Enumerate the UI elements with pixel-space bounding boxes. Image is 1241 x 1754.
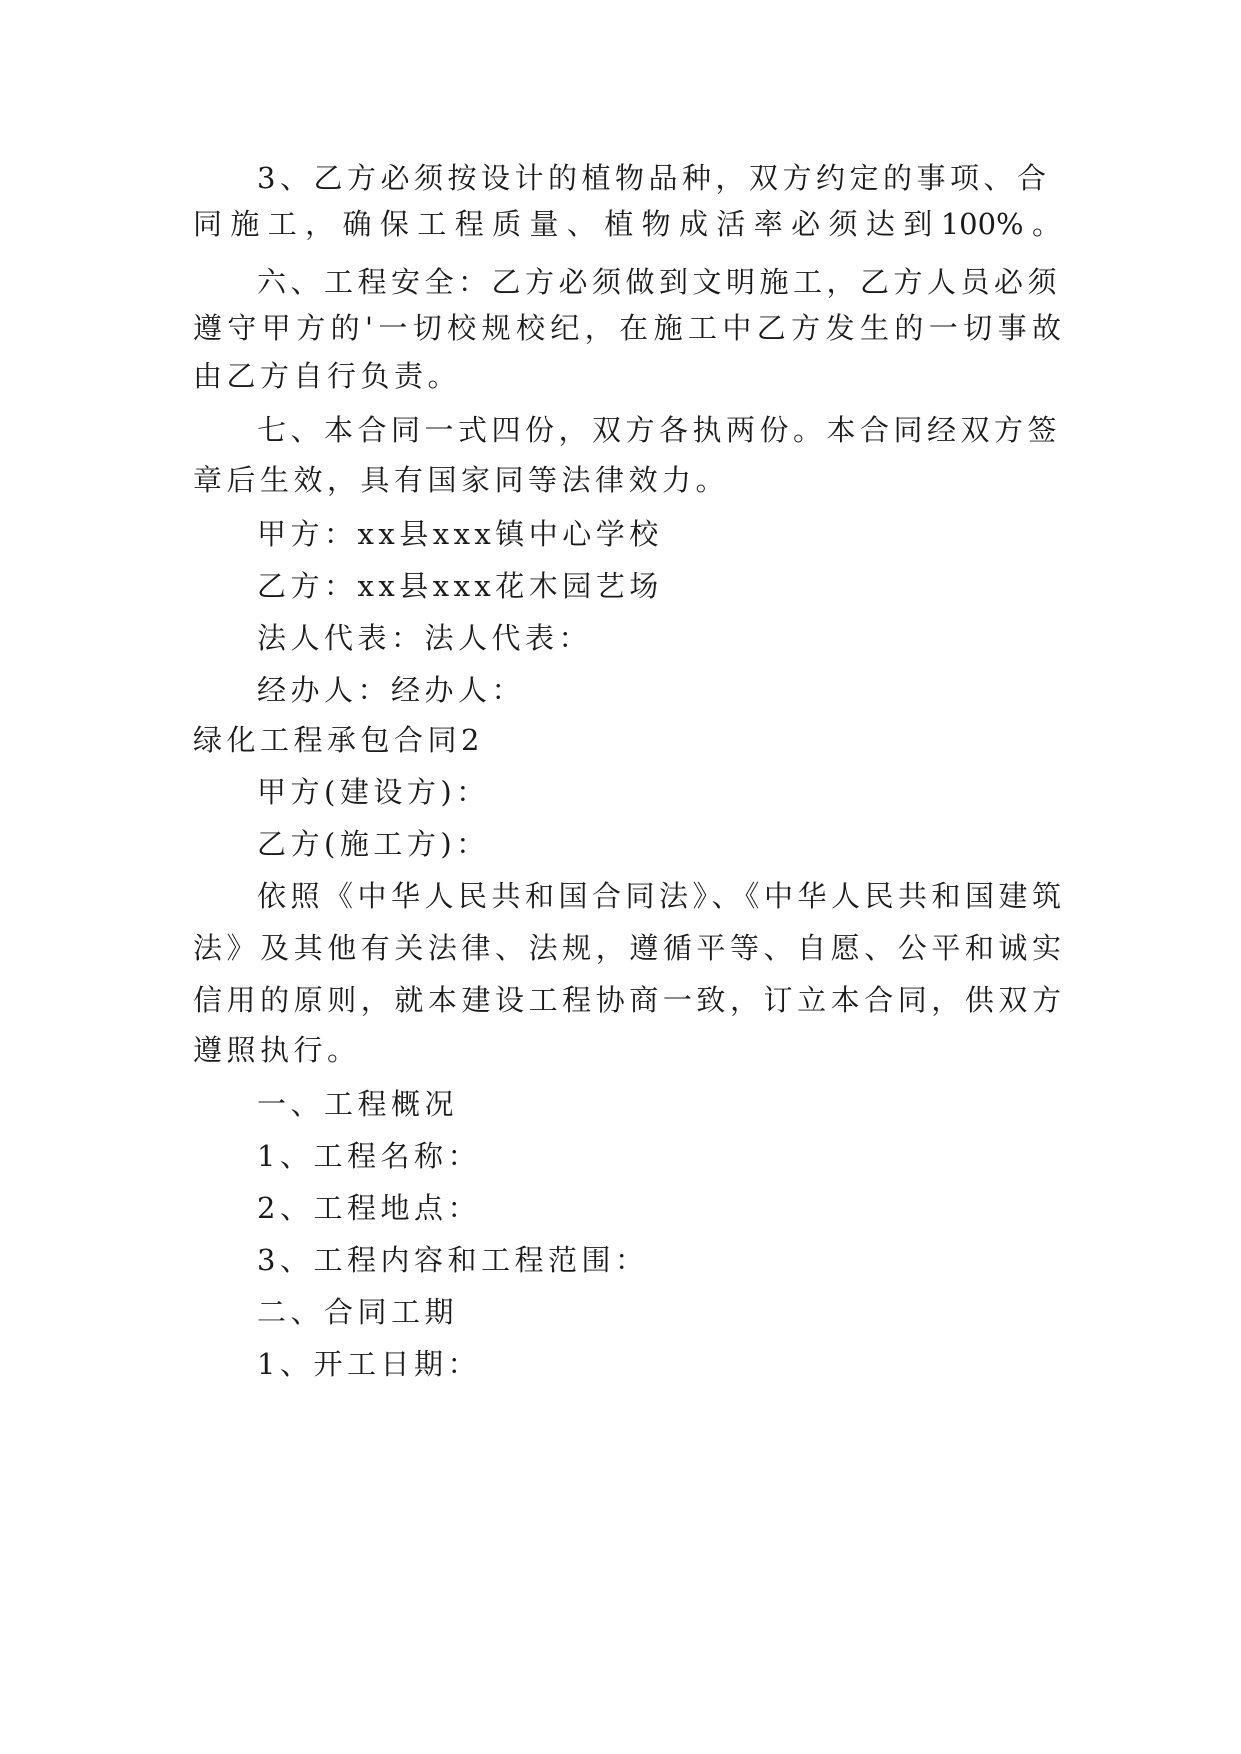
paragraph-line: 同施工，确保工程质量、植物成活率必须达到100%。 xyxy=(193,207,1061,241)
paragraph-line: 依照《中华人民共和国合同法》、《中华人民共和国建筑 xyxy=(257,879,1066,913)
list-item: 1、工程名称： xyxy=(257,1139,481,1173)
paragraph-line: 遵照执行。 xyxy=(193,1033,361,1067)
party-a-builder-line: 甲方(建设方)： xyxy=(257,775,490,809)
paragraph-line: 六、工程安全：乙方必须做到文明施工，乙方人员必须 xyxy=(257,265,1062,299)
paragraph-line: 法》及其他有关法律、法规，遵循平等、自愿、公平和诚实 xyxy=(193,931,1061,965)
paragraph-line: 信用的原则，就本建设工程协商一致，订立本合同，供双方 xyxy=(193,983,1061,1017)
party-b-contractor-line: 乙方(施工方)： xyxy=(257,827,490,861)
list-item: 2、工程地点： xyxy=(257,1191,481,1225)
heading-line: 二、合同工期 xyxy=(257,1295,459,1329)
section-title: 绿化工程承包合同2 xyxy=(193,723,484,757)
heading-line: 一、工程概况 xyxy=(257,1087,459,1121)
paragraph-line: 遵守甲方的'一切校规校纪，在施工中乙方发生的一切事故 xyxy=(193,311,1061,345)
party-b-line: 乙方：xx县xxx花木园艺场 xyxy=(257,569,663,603)
paragraph-line: 七、本合同一式四份，双方各执两份。本合同经双方签 xyxy=(257,413,1062,447)
legal-rep-line: 法人代表：法人代表： xyxy=(257,621,593,655)
paragraph-line: 3、乙方必须按设计的植物品种，双方约定的事项、合 xyxy=(257,161,1051,195)
party-a-line: 甲方：xx县xxx镇中心学校 xyxy=(257,517,663,551)
paragraph-line: 章后生效，具有国家同等法律效力。 xyxy=(193,463,730,497)
list-item: 3、工程内容和工程范围： xyxy=(257,1243,649,1277)
agent-line: 经办人：经办人： xyxy=(257,673,526,707)
list-item: 1、开工日期： xyxy=(257,1347,481,1381)
paragraph-line: 由乙方自行负责。 xyxy=(193,359,462,393)
